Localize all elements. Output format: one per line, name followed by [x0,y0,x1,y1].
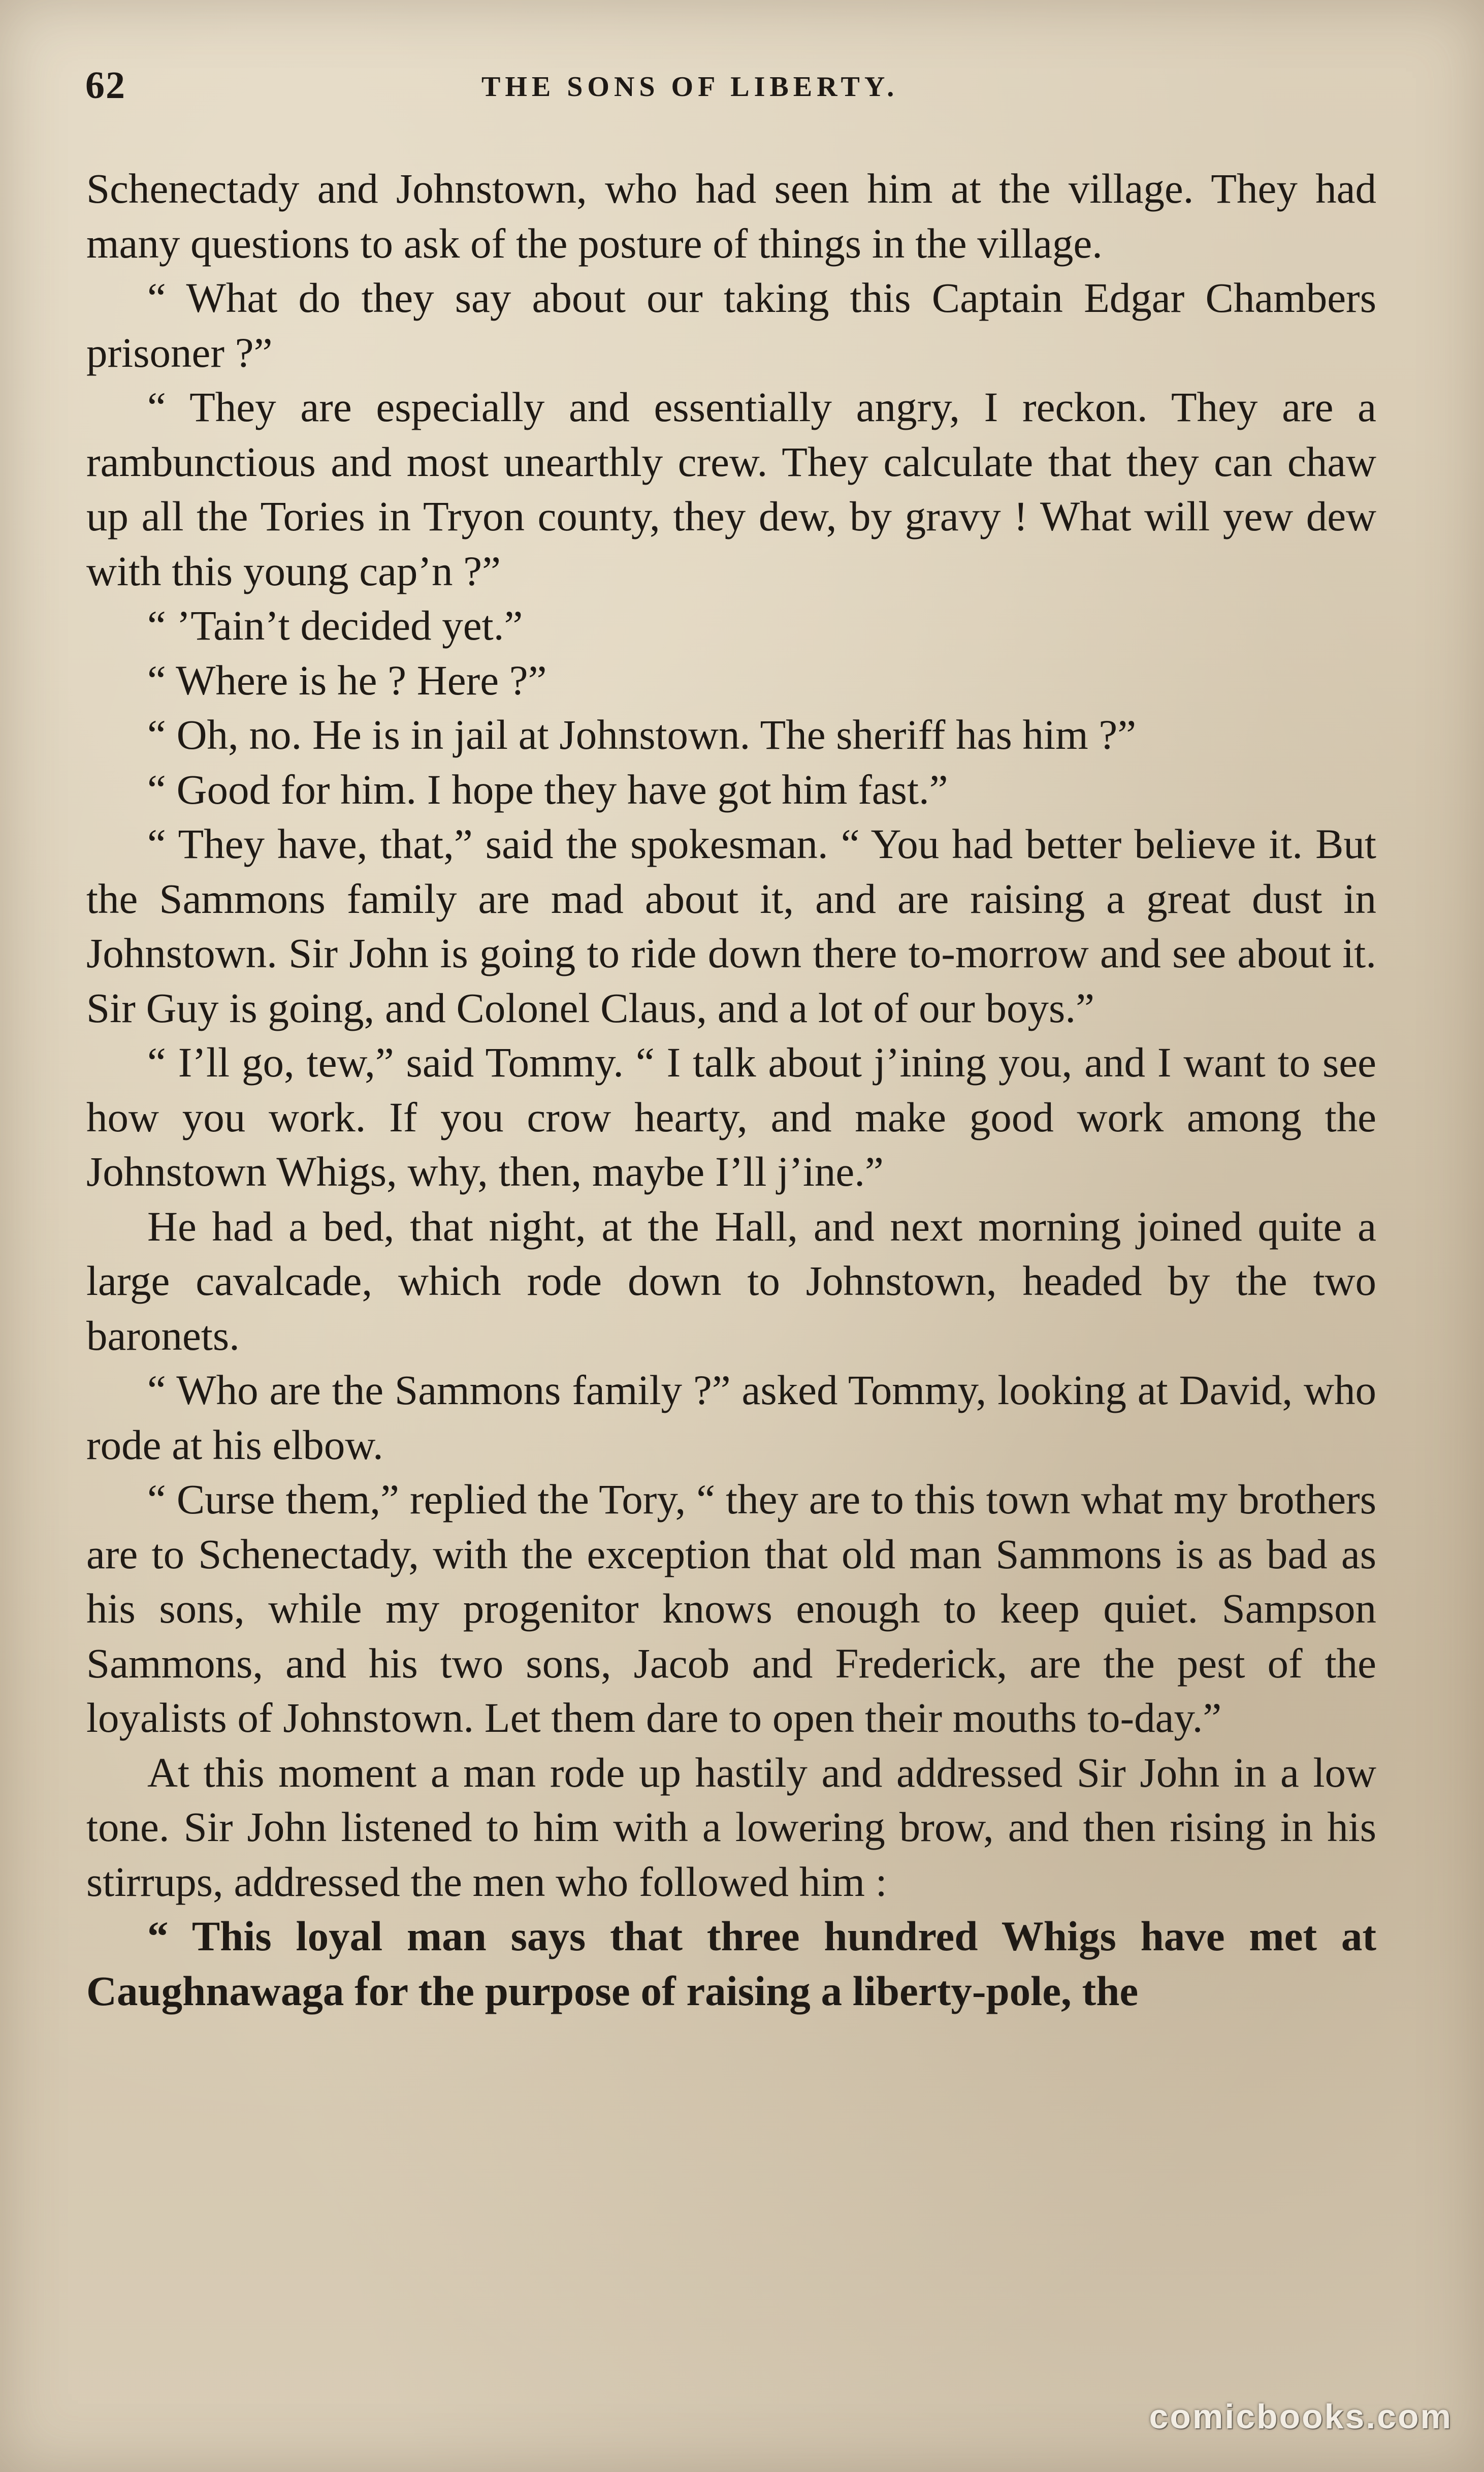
paragraph: “ Curse them,” replied the Tory, “ they are to this town what my brothers are to Schenectady, with the exception that old man Sammons is as bad as his sons, while my progenitor knows enough to keep quiet. Sampson Sammons, and his two sons, Jacob and Frederick, are the pest of the loyalists of Johnstown. Let them dare to open their mouths to-day.” [86,1476,1376,1741]
paragraph: “ I’ll go, tew,” said Tommy. “ I talk about j’ining you, and I want to see how you work. If you crow hearty, and make good work among the Johnstown Whigs, why, then, maybe I’ll j’ine.” [86,1039,1376,1195]
paragraph: He had a bed, that night, at the Hall, and next morning joined quite a large cavalcade, which rode down to Johnstown, headed by the two baronets. [86,1202,1376,1359]
paragraph: Schenectady and Johnstown, who had seen him at the village. They had many questions to ask of the posture of things in the village. [86,165,1376,267]
paragraph: “ Good for him. I hope they have got him fast.” [147,766,948,813]
watermark: comicbooks.com [1149,2397,1453,2436]
paragraph: “ What do they say about our taking this Captain Edgar Chambers prisoner ?” [86,274,1376,376]
paragraph: “ Where is he ? Here ?” [147,656,547,704]
page-number: 62 [85,64,126,107]
paragraph: “ They are especially and essentially angry, I reckon. They are a rambunctious and most unearthly crew. They calculate that they can chaw up all the Tories in Tryon county, they dew, by gravy ! What will yew dew with this young cap’n ?” [86,384,1376,594]
paragraph: “ ’Tain’t decided yet.” [147,602,523,649]
running-head [85,64,1391,114]
book-title: THE SONS OF LIBERTY. [481,71,899,103]
paragraph: “ Who are the Sammons family ?” asked Tommy, looking at David, who rode at his elbow. [86,1367,1376,1468]
paragraph: At this moment a man rode up hastily and addressed Sir John in a low tone. Sir John listened to him with a lowering brow, and then rising in his stirrups, addressed the men who followed him : [86,1749,1376,1905]
paragraph: “ This loyal man says that three hundred Whigs have met at Caughnawaga for the purpose of raising a liberty-pole, the [86,1913,1376,2014]
paragraph: “ Oh, no. He is in jail at Johnstown. The sheriff has him ?” [147,711,1137,758]
body-text [86,162,1376,2018]
paragraph: “ They have, that,” said the spokesman. “ You had better believe it. But the Sammons family are mad about it, and are raising a great dust in Johnstown. Sir John is going to ride down there to-morrow and see about it. Sir Guy is going, and Colonel Claus, and a lot of our boys.” [86,820,1376,1031]
